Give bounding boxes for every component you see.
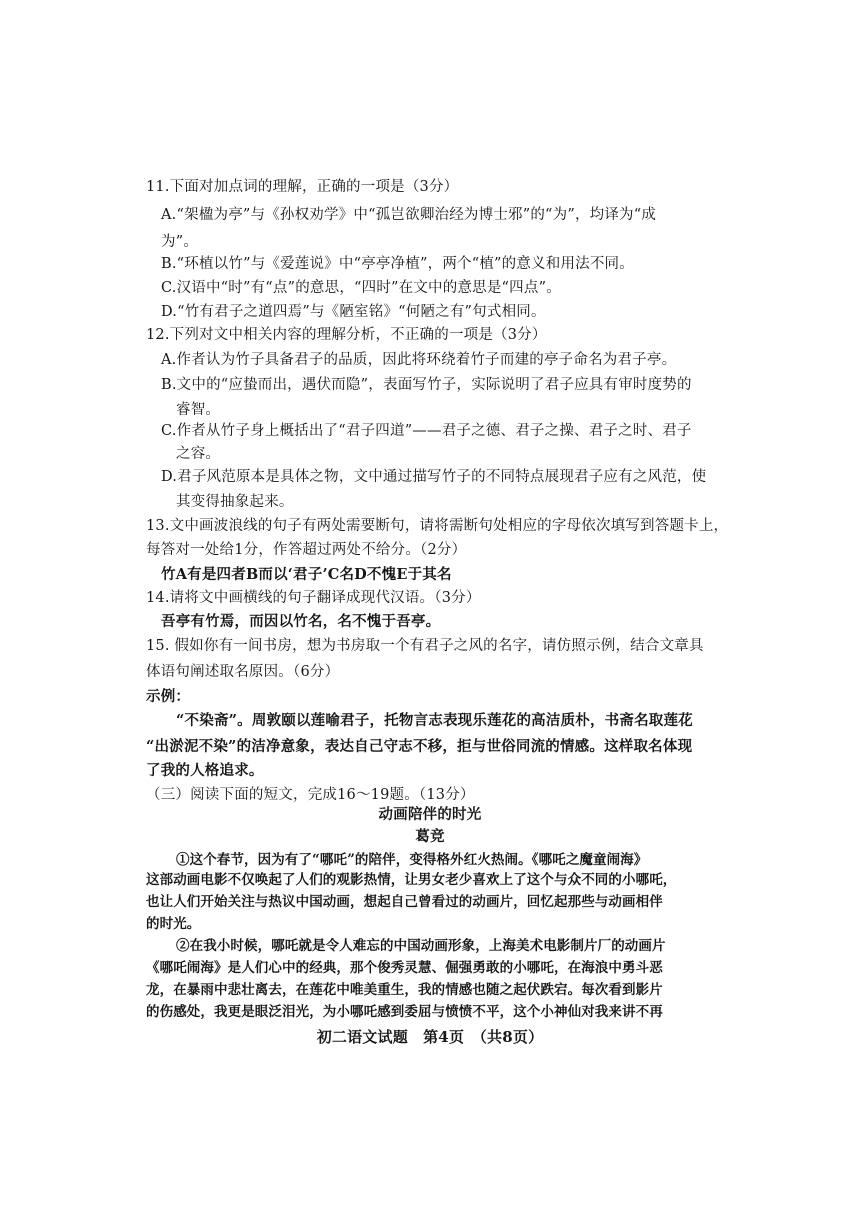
q11-option-a-cont: 为”。: [161, 234, 199, 250]
passage-p1-line: ①这个春节，因为有了“哪吒”的陪伴，变得格外红火热闹。《哪吒之魔童闹海》: [176, 852, 648, 868]
q12-option-b: B.文中的“应蛰而出，遇伏而隐”，表面写竹子，实际说明了君子应具有审时度势的: [161, 377, 692, 393]
q13-stem-cont: 每答对一处给1分，作答超过两处不给分。（2分）: [146, 542, 467, 558]
q12-option-c: C.作者从竹子身上概括出了“君子四道”——君子之德、君子之操、君子之时、君子: [161, 423, 692, 439]
passage-title: 动画陪伴的时光: [378, 806, 482, 823]
q11-option-d: D.“竹有君子之道四焉”与《陋室铭》“何陋之有”句式相同。: [161, 304, 546, 320]
q12-option-d-cont: 其变得抽象起来。: [176, 494, 294, 510]
q11-option-a: A.“架楹为亭”与《孙权劝学》中“孤岂欲卿治经为博士邪”的“为”，均译为“成: [161, 207, 657, 223]
page-footer: 初二语文试题 第4页 （共8页）: [316, 1028, 544, 1046]
q12-option-d: D.君子风范原本是具体之物，文中通过描写竹子的不同特点展现君子应有之风范，使: [161, 469, 707, 485]
q13-stem: 13.文中画波浪线的句子有两处需要断句，请将需断句处相应的字母依次填写到答题卡上，: [146, 518, 729, 534]
passage-p2-line: ②在我小时候，哪吒就是令人难忘的中国动画形象，上海美术电影制片厂的动画片: [176, 938, 666, 954]
q12-stem: 12.下列对文中相关内容的理解分析，不正确的一项是（3分）: [146, 327, 547, 343]
q14-sentence: 吾亭有竹焉，而因以竹名，名不愧于吾亭。: [161, 613, 441, 630]
passage-p1-line: 也让人们开始关注与热议中国动画，想起自己曾看过的动画片，回忆起那些与动画相伴: [146, 894, 663, 910]
q12-option-b-cont: 睿智。: [176, 402, 221, 418]
section-heading: （三）阅读下面的短文，完成16～19题。（13分）: [146, 787, 475, 803]
passage-author: 葛竞: [415, 828, 445, 845]
q11-stem: 11.下面对加点词的理解，正确的一项是（3分）: [146, 179, 459, 195]
q12-option-a: A.作者认为竹子具备君子的品质，因此将环绕着竹子而建的亭子命名为君子亭。: [161, 352, 677, 368]
q15-example-line: “出淤泥不染”的洁净意象，表达自己守志不移，拒与世俗同流的情感。这样取名体现: [146, 738, 693, 755]
q13-sentence: 竹A有是四者B而以‘君子’C名D不愧E于其名: [161, 566, 452, 583]
q15-stem: 15. 假如你有一间书房，想为书房取一个有君子之风的名字，请仿照示例，结合文章具: [146, 638, 704, 654]
passage-p2-line: 《哪吒闹海》是人们心中的经典，那个俊秀灵慧、倔强勇敢的小哪吒，在海浪中勇斗恶: [146, 960, 663, 976]
passage-p1-line: 这部动画电影不仅唤起了人们的观影热情，让男女老少喜欢上了这个与众不同的小哪吒，: [146, 872, 677, 888]
q15-example-line: “不染斋”。周敦颐以莲喻君子，托物言志表现乐莲花的高洁质朴，书斋名取莲花: [176, 712, 693, 729]
q15-stem-cont: 体语句阐述取名原因。（6分）: [146, 664, 340, 680]
q11-option-b: B.“环植以竹”与《爱莲说》中“亭亭净植”，两个“植”的意义和用法不同。: [161, 256, 634, 272]
passage-p1-line: 的时光。: [146, 916, 201, 932]
q15-example-label: 示例：: [146, 688, 191, 705]
passage-p2-line: 龙，在暴雨中悲壮离去，在莲花中唯美重生，我的情感也随之起伏跌宕。每次看到影片: [146, 982, 663, 998]
passage-p2-line: 的伤感处，我更是眼泛泪光，为小哪吒感到委屈与愤愤不平，这个小神仙对我来讲不再: [146, 1004, 663, 1020]
q11-option-c: C.汉语中“时”有“点”的意思，“四时”在文中的意思是“四点”。: [161, 280, 561, 296]
q14-stem: 14.请将文中画横线的句子翻译成现代汉语。（3分）: [146, 590, 481, 606]
q12-option-c-cont: 之容。: [176, 446, 221, 462]
q15-example-line: 了我的人格追求。: [146, 762, 264, 779]
